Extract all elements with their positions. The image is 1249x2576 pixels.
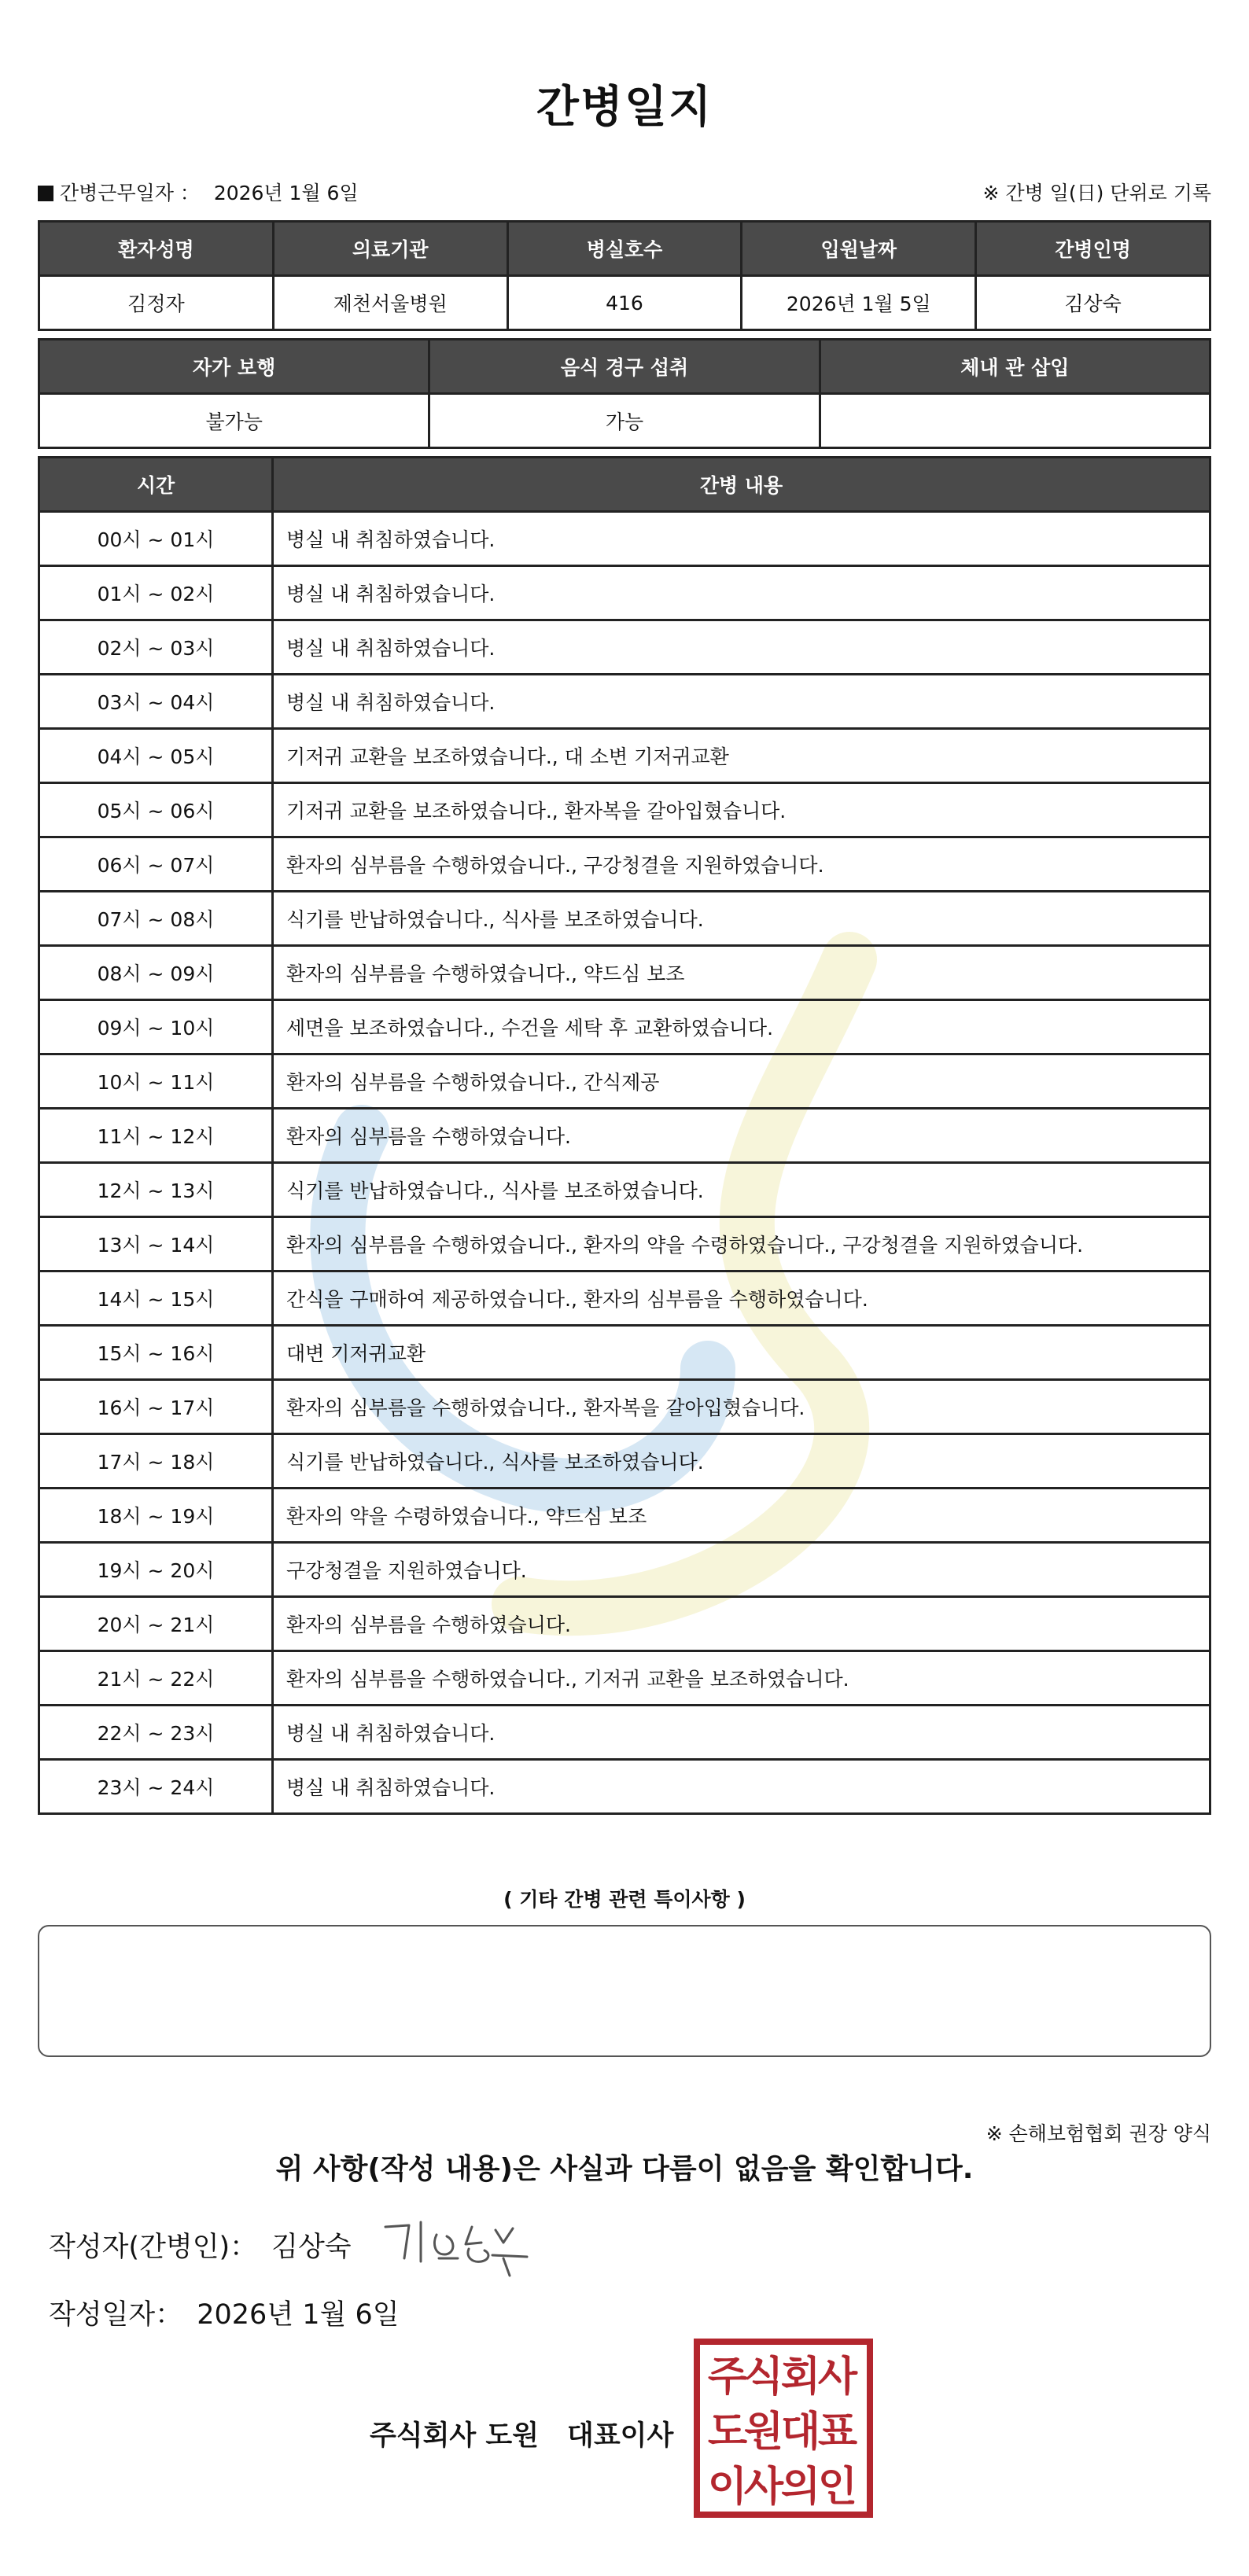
time-slot: 18시 ~ 19시 [39,1489,273,1543]
time-slot: 22시 ~ 23시 [39,1706,273,1760]
table-row [39,1489,1210,1543]
table-row [39,1217,1210,1271]
table-row [39,1326,1210,1380]
table-row [39,1380,1210,1434]
care-content: 환자의 심부름을 수행하였습니다., 환자의 약을 수령하였습니다., 구강청결을 지원하였습니다. [273,1217,1210,1271]
care-content: 식기를 반납하였습니다., 식사를 보조하였습니다. [273,1434,1210,1489]
header-self-walking: 자가 보행 [39,340,429,394]
care-content: 병실 내 취침하였습니다. [273,675,1210,729]
room-number: 416 [507,276,742,330]
table-row [39,837,1210,892]
time-slot: 10시 ~ 11시 [39,1054,273,1109]
table-row [39,1597,1210,1651]
table-row [39,1543,1210,1597]
svg-text:사: 사 [817,2353,858,2401]
care-content: 세면을 보조하였습니다., 수건을 세탁 후 교환하였습니다. [273,1000,1210,1054]
table-row [39,1271,1210,1326]
header-room: 병실호수 [507,222,742,276]
company-seal-stamp [694,2339,873,2518]
work-date-label: 간병근무일자 ： [60,182,200,204]
time-slot: 00시 ~ 01시 [39,512,273,566]
hospital-name: 제천서울병원 [273,276,507,330]
time-slot: 03시 ~ 04시 [39,675,273,729]
table-row [39,1109,1210,1163]
extra-notes-title: ( 기타 간병 관련 특이사항 ) [503,1888,746,1911]
patient-info-table [38,220,1211,331]
time-slot: 17시 ~ 18시 [39,1434,273,1489]
time-slot: 08시 ~ 09시 [39,946,273,1000]
time-slot: 05시 ~ 06시 [39,783,273,837]
time-slot: 13시 ~ 14시 [39,1217,273,1271]
admission-date: 2026년 1월 5일 [742,276,976,330]
svg-text:의: 의 [780,2464,821,2511]
time-slot: 20시 ~ 21시 [39,1597,273,1651]
table-row [39,1000,1210,1054]
writer-name: 김상숙 [271,2232,352,2263]
table-row [39,1760,1210,1814]
header-tube-insertion: 체내 관 삽입 [820,340,1210,394]
time-slot: 14시 ~ 15시 [39,1271,273,1326]
time-slot: 09시 ~ 10시 [39,1000,273,1054]
table-row [39,783,1210,837]
care-content: 구강청결을 지원하였습니다. [273,1543,1210,1597]
care-log-table [38,456,1211,1815]
unit-note: ※ 간병 일(日) 단위로 기록 [982,182,1211,204]
care-content: 환자의 심부름을 수행하였습니다., 기저귀 교환을 보조하였습니다. [273,1651,1210,1706]
time-slot: 21시 ~ 22시 [39,1651,273,1706]
header-caregiver-name: 간병인명 [976,222,1210,276]
oral-intake-value: 가능 [429,394,820,448]
care-content: 환자의 심부름을 수행하였습니다. [273,1597,1210,1651]
writer-label: 작성자(간병인)： [49,2232,258,2263]
care-content: 환자의 심부름을 수행하였습니다. [273,1109,1210,1163]
table-row [39,1054,1210,1109]
svg-text:도: 도 [707,2409,748,2456]
care-content: 환자의 심부름을 수행하였습니다., 간식제공 [273,1054,1210,1109]
write-date-value: 2026년 1월 6일 [197,2299,400,2331]
svg-text:이: 이 [707,2464,748,2511]
svg-text:사: 사 [743,2464,784,2511]
care-content: 식기를 반납하였습니다., 식사를 보조하였습니다. [273,892,1210,946]
care-content: 환자의 약을 수령하였습니다., 약드심 보조 [273,1489,1210,1543]
care-content: 병실 내 취침하였습니다. [273,620,1210,675]
header-care-content: 간병 내용 [273,458,1210,512]
header-hospital: 의료기관 [273,222,507,276]
time-slot: 15시 ~ 16시 [39,1326,273,1380]
time-slot: 23시 ~ 24시 [39,1760,273,1814]
table-row [39,566,1210,620]
care-content: 병실 내 취침하였습니다. [273,512,1210,566]
patient-name: 김정자 [39,276,274,330]
svg-text:식: 식 [743,2353,784,2401]
svg-text:주: 주 [707,2353,748,2401]
handwritten-signature [378,2211,535,2282]
time-slot: 16시 ~ 17시 [39,1380,273,1434]
table-row [39,675,1210,729]
care-content: 기저귀 교환을 보조하였습니다., 환자복을 갈아입혔습니다. [273,783,1210,837]
table-row [39,620,1210,675]
document-title: 간병일지 [536,82,713,133]
extra-notes-box [38,1925,1211,2057]
write-date-label: 작성일자： [49,2299,183,2331]
care-log-body [39,512,1210,1814]
work-date-line [38,178,359,206]
header-admission-date: 입원날짜 [742,222,976,276]
representative-title: 대표이사 [567,2420,674,2452]
time-slot: 12시 ~ 13시 [39,1163,273,1217]
time-slot: 11시 ~ 12시 [39,1109,273,1163]
svg-text:원: 원 [743,2409,784,2456]
form-note: ※ 손해보험협회 권장 양식 [986,2122,1211,2145]
time-slot: 04시 ~ 05시 [39,729,273,783]
table-row [39,946,1210,1000]
table-row [39,1651,1210,1706]
company-line [370,2414,673,2453]
table-row [39,729,1210,783]
time-slot: 07시 ~ 08시 [39,892,273,946]
table-row [39,1163,1210,1217]
time-slot: 19시 ~ 20시 [39,1543,273,1597]
care-content: 병실 내 취침하였습니다. [273,566,1210,620]
confirmation-statement: 위 사항(작성 내용)은 사실과 다름이 없음을 확인합니다. [275,2153,974,2185]
table-row [39,1706,1210,1760]
header-oral-intake: 음식 경구 섭취 [429,340,820,394]
square-bullet-icon [38,186,53,201]
care-content: 대변 기저귀교환 [273,1326,1210,1380]
caregiver-name: 김상숙 [976,276,1210,330]
work-date-value: 2026년 1월 6일 [213,182,359,204]
time-slot: 02시 ~ 03시 [39,620,273,675]
company-name: 주식회사 도원 [370,2420,540,2452]
ability-table [38,338,1211,449]
care-content: 환자의 심부름을 수행하였습니다., 약드심 보조 [273,946,1210,1000]
table-row [39,512,1210,566]
time-slot: 06시 ~ 07시 [39,837,273,892]
svg-text:표: 표 [817,2409,858,2456]
care-content: 병실 내 취침하였습니다. [273,1706,1210,1760]
care-content: 병실 내 취침하였습니다. [273,1760,1210,1814]
care-content: 환자의 심부름을 수행하였습니다., 환자복을 갈아입혔습니다. [273,1380,1210,1434]
svg-text:회: 회 [780,2353,821,2401]
care-content: 간식을 구매하여 제공하였습니다., 환자의 심부름을 수행하였습니다. [273,1271,1210,1326]
table-row [39,1434,1210,1489]
self-walking-value: 불가능 [39,394,429,448]
header-time: 시간 [39,458,273,512]
time-slot: 01시 ~ 02시 [39,566,273,620]
care-content: 기저귀 교환을 보조하였습니다., 대 소변 기저귀교환 [273,729,1210,783]
write-date-line [49,2293,400,2332]
tube-insertion-value [820,394,1210,448]
header-patient-name: 환자성명 [39,222,274,276]
care-content: 환자의 심부름을 수행하였습니다., 구강청결을 지원하였습니다. [273,837,1210,892]
table-row [39,892,1210,946]
writer-line [49,2225,352,2265]
svg-text:대: 대 [780,2409,821,2456]
svg-text:인: 인 [817,2464,858,2511]
care-content: 식기를 반납하였습니다., 식사를 보조하였습니다. [273,1163,1210,1217]
